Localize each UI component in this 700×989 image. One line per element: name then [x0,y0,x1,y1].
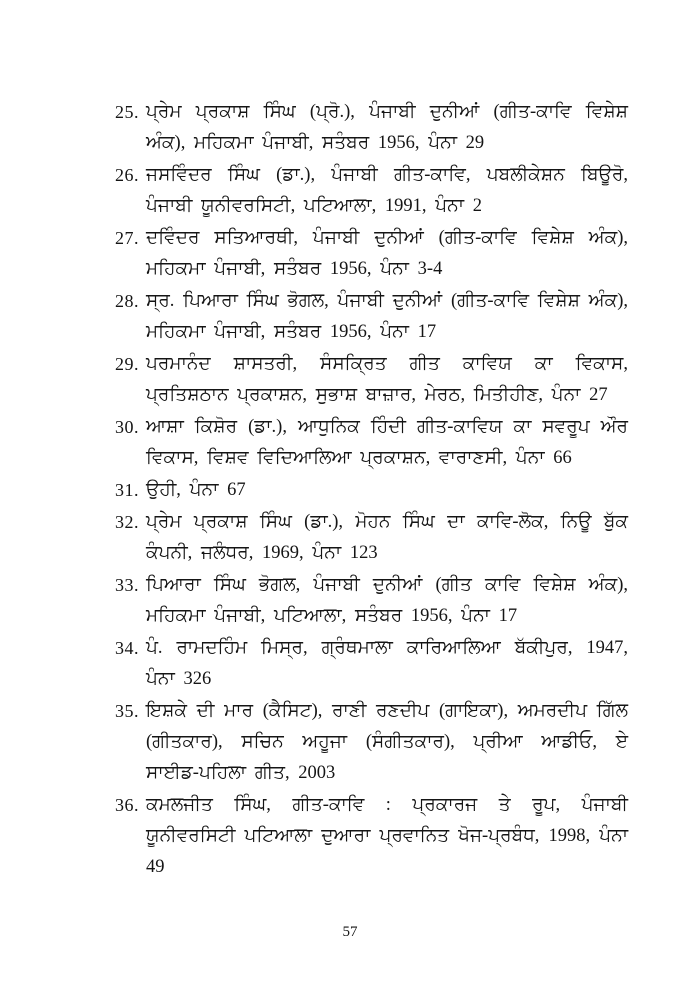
reference-item [115,412,628,474]
reference-item [115,790,628,883]
reference-text: ਪਰਮਾਨੰਦ ਸ਼ਾਸਤਰੀ, ਸੰਸਕ੍ਰਿਤ ਗੀਤ ਕਾਵਿਯ ਕਾ ਵਿਕਾਸ, ਪ੍ਰਤਿਸ਼ਠਾਨ ਪ੍ਰਕਾਸ਼ਨ, ਸੁਭਾਸ਼ ਬਾਜ਼ਾਰ, ਮੇਰਠ, ਮਿਤੀਹੀਣ, ਪੰਨਾ 27 [146,354,628,405]
reference-item [115,633,628,695]
reference-text: ਦਵਿੰਦਰ ਸਤਿਆਰਥੀ, ਪੰਜਾਬੀ ਦੁਨੀਆਂ (ਗੀਤ-ਕਾਵਿ ਵਿਸ਼ੇਸ਼ ਅੰਕ), ਮਹਿਕਮਾ ਪੰਜਾਬੀ, ਸਤੰਬਰ 1956, ਪੰਨਾ 3-4 [146,228,628,279]
page-number: 57 [342,924,358,940]
reference-text: ਉਹੀ, ਪੰਨਾ 67 [146,480,246,500]
reference-text: ਕਮਲਜੀਤ ਸਿੰਘ, ਗੀਤ-ਕਾਵਿ : ਪ੍ਰਕਾਰਜ ਤੇ ਰੂਪ, ਪੰਜਾਬੀ ਯੂਨੀਵਰਸਿਟੀ ਪਟਿਆਲਾ ਦੁਆਰਾ ਪ੍ਰਵਾਨਿਤ ਖੋਜ-ਪ੍ਰਬੰਧ, 1998, ਪੰਨਾ 49 [146,795,628,877]
reference-number: 36. [115,795,139,815]
reference-list [115,97,628,884]
reference-item [115,286,628,348]
reference-text: ਪ੍ਰੇਮ ਪ੍ਰਕਾਸ਼ ਸਿੰਘ (ਡਾ.), ਮੋਹਨ ਸਿੰਘ ਦਾ ਕਾਵਿ-ਲੋਕ, ਨਿਊ ਬੁੱਕ ਕੰਪਨੀ, ਜਲੰਧਰ, 1969, ਪੰਨਾ 123 [146,512,628,563]
reference-item [115,97,628,159]
reference-number: 29. [115,354,139,374]
reference-number: 28. [115,291,139,311]
reference-item [115,696,628,789]
reference-item [115,160,628,222]
reference-number: 26. [115,165,139,185]
reference-text: ਜਸਵਿੰਦਰ ਸਿੰਘ (ਡਾ.), ਪੰਜਾਬੀ ਗੀਤ-ਕਾਵਿ, ਪਬਲੀਕੇਸ਼ਨ ਬਿਊਰੋ, ਪੰਜਾਬੀ ਯੂਨੀਵਰਸਿਟੀ, ਪਟਿਆਲਾ, 1991, ਪੰਨਾ 2 [146,165,628,216]
reference-text: ਪੰ. ਰਾਮਦਹਿੰਮ ਮਿਸ੍ਰ, ਗ੍ਰੰਥਮਾਲਾ ਕਾਰਿਆਲਿਆ ਬੱਕੀਪੁਰ, 1947, ਪੰਨਾ 326 [146,638,628,689]
reference-number: 27. [115,228,139,248]
reference-text: ਇਸ਼ਕੇ ਦੀ ਮਾਰ (ਕੈਸਿਟ), ਰਾਣੀ ਰਣਦੀਪ (ਗਾਇਕਾ), ਅਮਰਦੀਪ ਗਿੱਲ (ਗੀਤਕਾਰ), ਸਚਿਨ ਅਹੂਜਾ (ਸੰਗੀਤਕਾਰ), ਪ੍ਰੀਆ ਆਡੀਓ, ਏ ਸਾਈਡ-ਪਹਿਲਾ ਗੀਤ, 2003 [146,701,628,783]
reference-text: ਪਿਆਰਾ ਸਿੰਘ ਭੋਗਲ, ਪੰਜਾਬੀ ਦੁਨੀਆਂ (ਗੀਤ ਕਾਵਿ ਵਿਸ਼ੇਸ਼ ਅੰਕ), ਮਹਿਕਮਾ ਪੰਜਾਬੀ, ਪਟਿਆਲਾ, ਸਤੰਬਰ 1956, ਪੰਨਾ 17 [146,575,628,626]
reference-item [115,507,628,569]
reference-number: 32. [115,512,139,532]
reference-number: 35. [115,701,139,721]
reference-number: 33. [115,575,139,595]
reference-text: ਪ੍ਰੇਮ ਪ੍ਰਕਾਸ਼ ਸਿੰਘ (ਪ੍ਰੋ.), ਪੰਜਾਬੀ ਦੁਨੀਆਂ (ਗੀਤ-ਕਾਵਿ ਵਿਸ਼ੇਸ਼ ਅੰਕ), ਮਹਿਕਮਾ ਪੰਜਾਬੀ, ਸਤੰਬਰ 1956, ਪੰਨਾ 29 [146,102,628,153]
reference-number: 30. [115,417,139,437]
reference-item [115,349,628,411]
reference-text: ਆਸ਼ਾ ਕਿਸ਼ੋਰ (ਡਾ.), ਆਧੁਨਿਕ ਹਿੰਦੀ ਗੀਤ-ਕਾਵਿਯ ਕਾ ਸਵਰੂਪ ਔਰ ਵਿਕਾਸ, ਵਿਸ਼ਵ ਵਿਦਿਆਲਿਆ ਪ੍ਰਕਾਸ਼ਨ, ਵਾਰਾਣਸੀ, ਪੰਨਾ 66 [146,417,628,468]
reference-item [115,223,628,285]
reference-item [115,570,628,632]
reference-item [115,475,628,506]
reference-text: ਸ੍ਰ. ਪਿਆਰਾ ਸਿੰਘ ਭੋਗਲ, ਪੰਜਾਬੀ ਦੁਨੀਆਂ (ਗੀਤ-ਕਾਵਿ ਵਿਸ਼ੇਸ਼ ਅੰਕ), ਮਹਿਕਮਾ ਪੰਜਾਬੀ, ਸਤੰਬਰ 1956, ਪੰਨਾ 17 [146,291,628,342]
reference-number: 25. [115,102,139,122]
reference-number: 31. [115,480,139,500]
reference-number: 34. [115,638,139,658]
